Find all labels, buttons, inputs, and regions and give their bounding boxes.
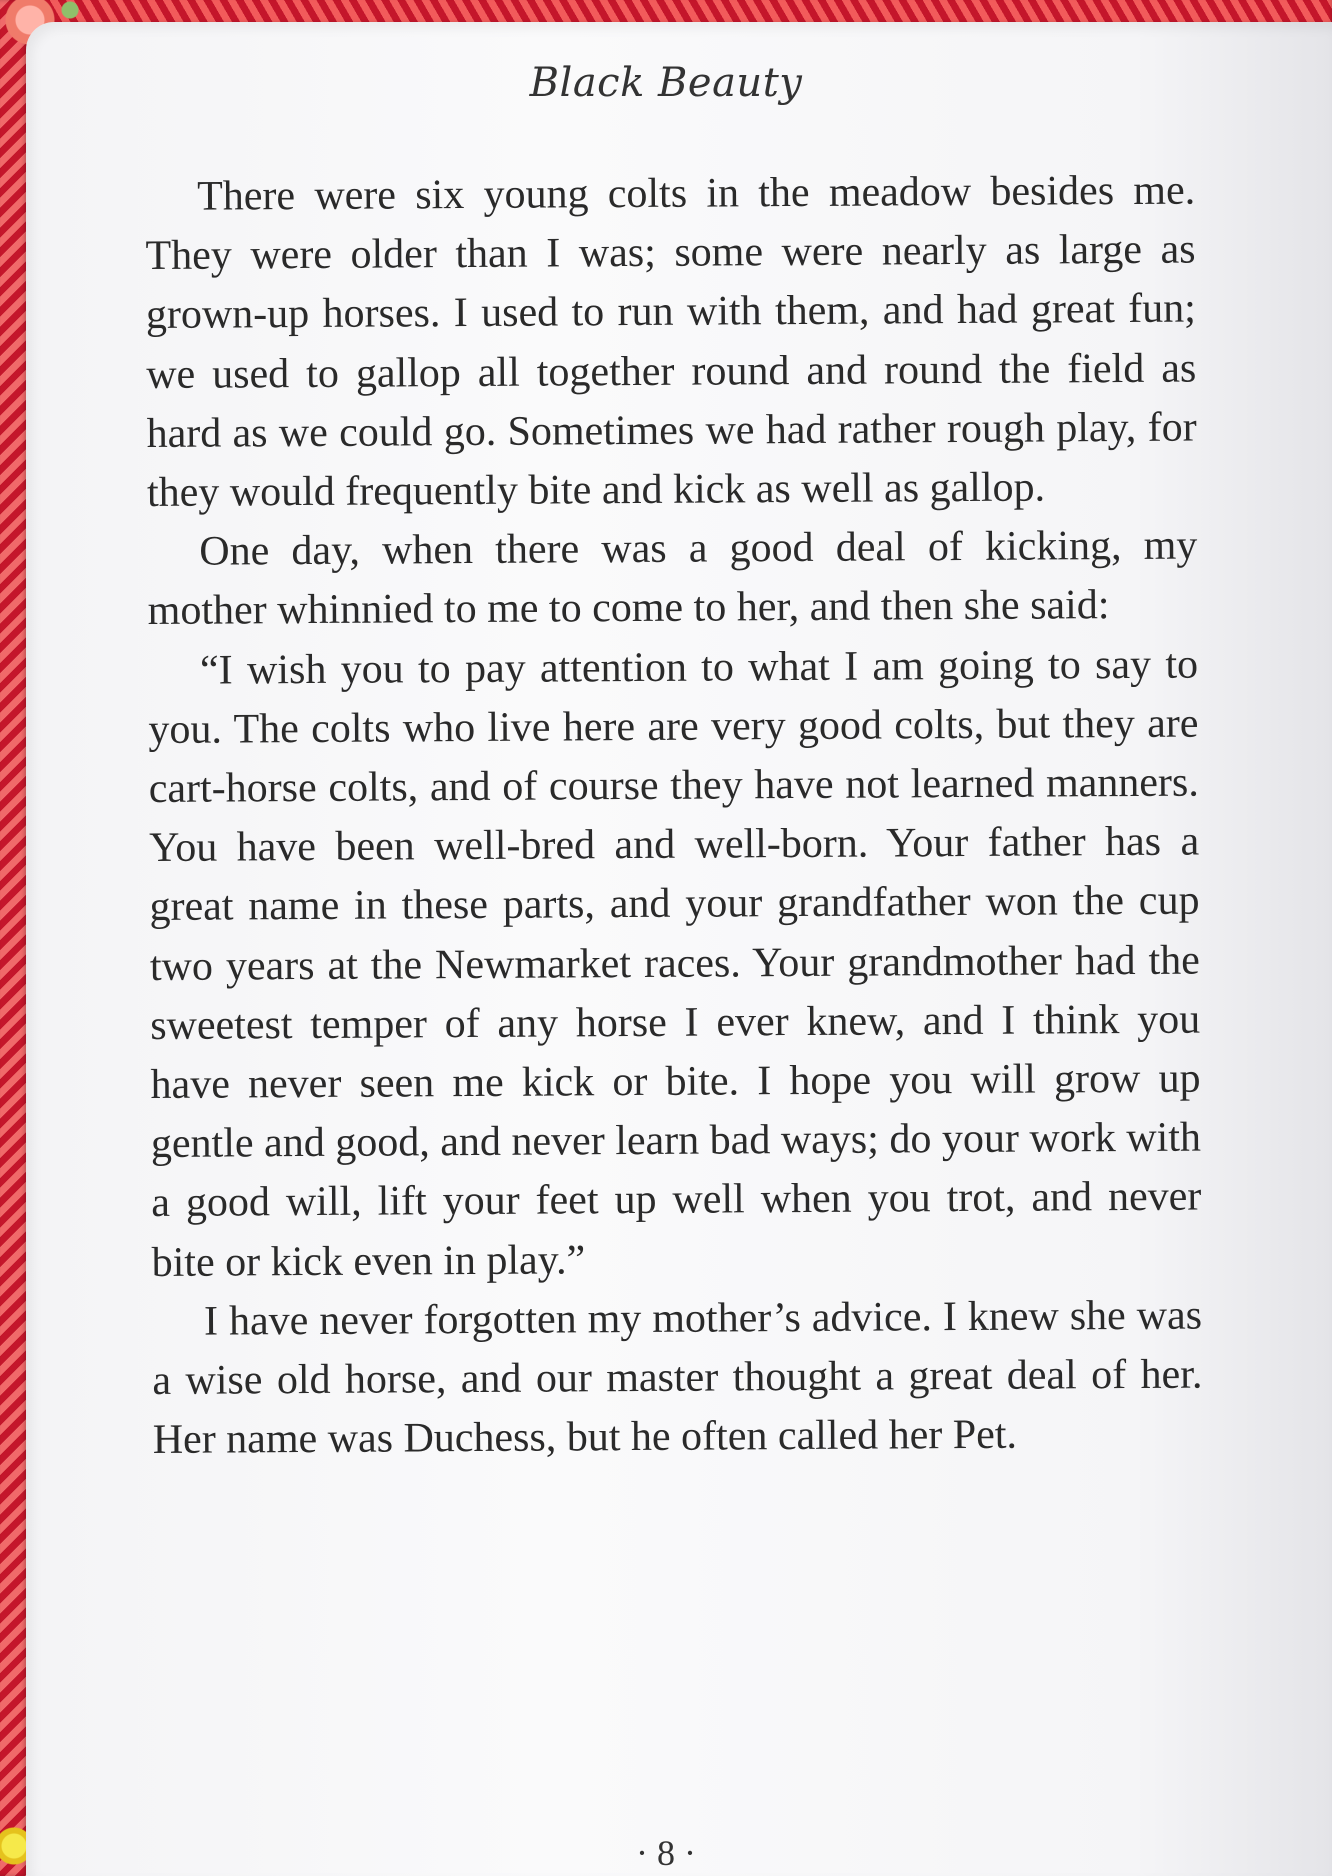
paragraph-1: There were six young colts in the meadow besides me. They were older than I was; some were nearly as large as grown-up horses. I used to run with them, and had great fun; we used to gallop all together round and round the field as hard as we could go. Sometimes we had rather rough play, for they would frequently bite and kick as well as gallop.: [145, 167, 1197, 517]
running-title: Black Beauty: [529, 60, 803, 106]
rope-border-left: [0, 0, 28, 1876]
page-number: · 8 ·: [636, 1833, 696, 1873]
paragraph-4: I have never forgotten my mother’s advice. I knew she was a wise old horse, and our master thought a great deal of her. Her name was Duchess, but he often called her Pet.: [152, 1292, 1203, 1464]
body-text: [145, 162, 1203, 1471]
paragraph-3: “I wish you to pay attention to what I am going to say to you. The colts who live here are very good colts, but they are cart-horse colts, and of course they have not learned manners. You have been well-bred and well-born. Your father has a great name in these parts, and your grandfather won the cup two years at the Newmarket races. Your grandmother had the sweetest temper of any horse I ever knew, and I think you have never seen me kick or bite. I hope you will grow up gentle and good, and never learn bad ways; do your work with a good will, lift your feet up well when you trot, and never bite or kick even in play.”: [148, 641, 1202, 1286]
paragraph-2: One day, when there was a good deal of kicking, my mother whinnied to me to come to her, and then she said:: [147, 522, 1198, 635]
